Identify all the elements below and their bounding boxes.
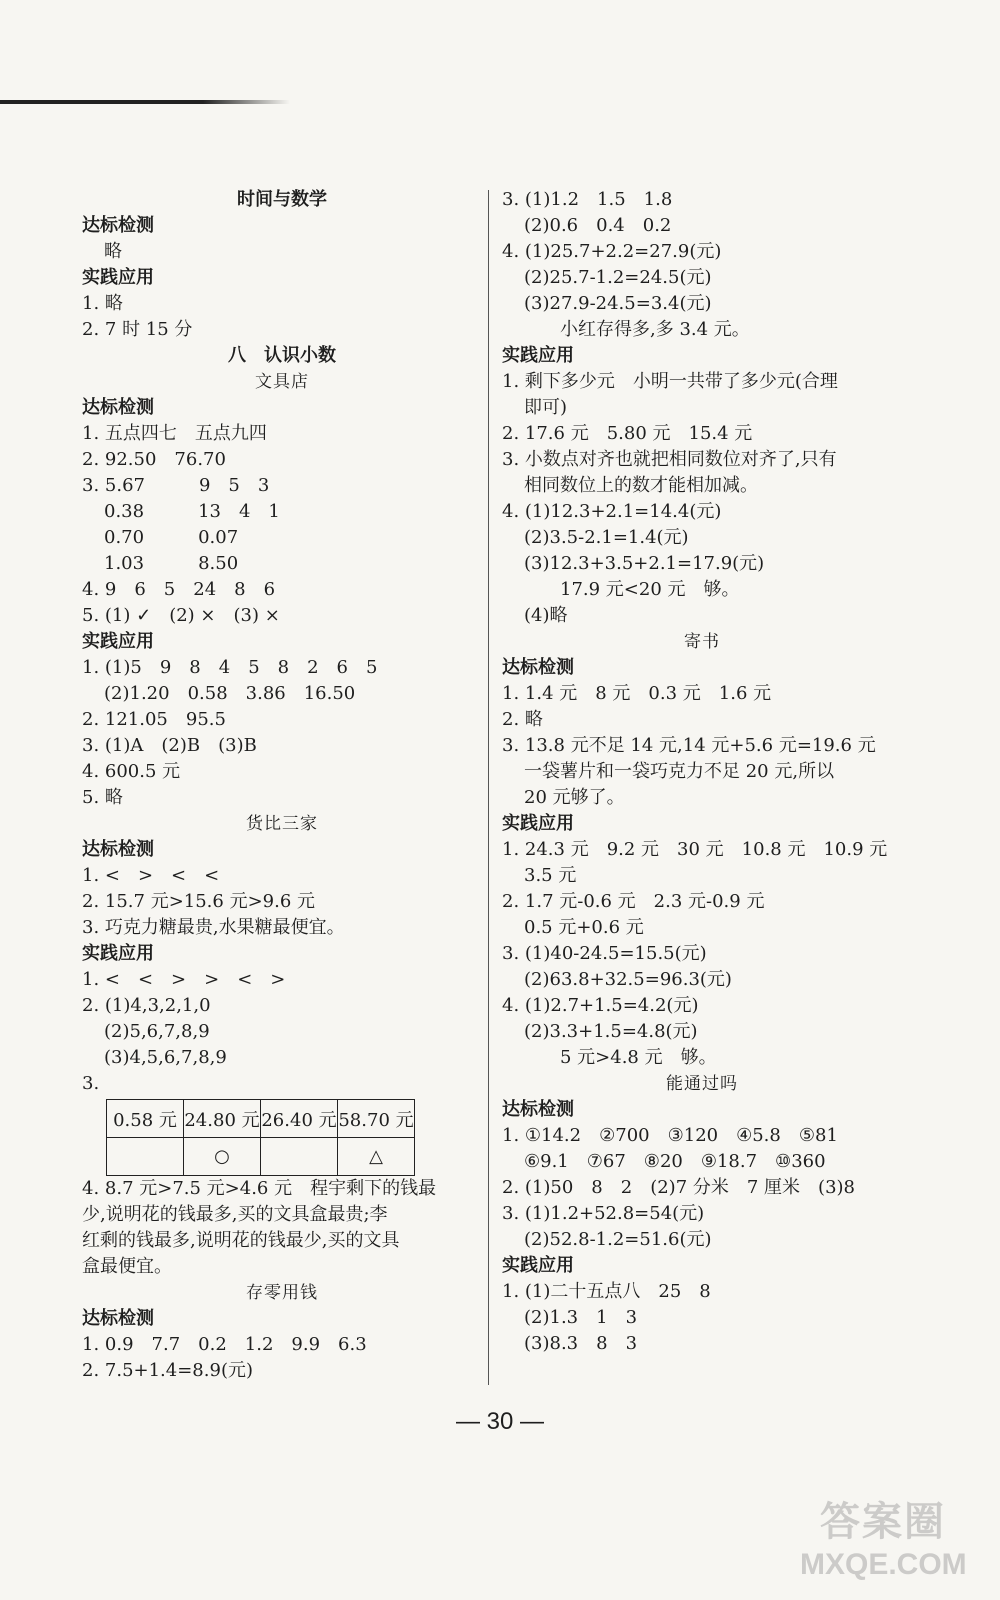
answer-line: 2. (1)50 8 2 (2)7 分米 7 厘米 (3)8: [502, 1177, 855, 1198]
answer-line: 1. 24.3 元 9.2 元 30 元 10.8 元 10.9 元: [502, 839, 888, 860]
answer-line: (2)63.8+32.5=96.3(元): [524, 969, 732, 990]
answer-line: 2. 17.6 元 5.80 元 15.4 元: [502, 423, 753, 444]
answer-line: 1. < > < <: [82, 865, 220, 886]
answer-line: 4. 8.7 元>7.5 元>4.6 元 程宇剩下的钱最: [82, 1178, 437, 1199]
answer-line: 2. 1.7 元-0.6 元 2.3 元-0.9 元: [502, 891, 765, 912]
section-heading: 达标检测: [82, 397, 154, 418]
answer-line: 3. (1)1.2 1.5 1.8: [502, 189, 673, 210]
page-number: — 30 —: [455, 1408, 545, 1435]
mark-cell: [261, 1138, 338, 1176]
answer-line: (4)略: [524, 605, 568, 626]
answer-line: 1. 剩下多少元 小明一共带了多少元(合理: [502, 371, 838, 392]
watermark-logo: 答案圈: [820, 1499, 946, 1545]
answer-line: 0.70 0.07: [104, 527, 239, 548]
answer-line: 3.5 元: [524, 865, 577, 886]
section-heading: 实践应用: [502, 1255, 574, 1276]
answer-line: 1. < < > > < >: [82, 969, 286, 990]
left-column: [82, 187, 482, 1384]
section-heading: 达标检测: [502, 1099, 574, 1120]
answer-line: 0.38 13 4 1: [104, 501, 280, 522]
answer-line: ⑥9.1 ⑦67 ⑧20 ⑨18.7 ⑩360: [524, 1151, 826, 1172]
answer-line: 3. (1)40-24.5=15.5(元): [502, 943, 707, 964]
answer-line: 4. (1)25.7+2.2=27.9(元): [502, 241, 722, 262]
answer-line: 20 元够了。: [524, 787, 625, 808]
answer-line: (2)1.3 1 3: [524, 1307, 638, 1328]
answer-line: 5. 略: [82, 787, 123, 808]
answer-line: 4. (1)2.7+1.5=4.2(元): [502, 995, 699, 1016]
answer-line: 2. 92.50 76.70: [82, 449, 226, 470]
answer-line: 4. (1)12.3+2.1=14.4(元): [502, 501, 722, 522]
answer-line: 3. 巧克力糖最贵,水果糖最便宜。: [82, 917, 345, 938]
chapter-title: 时间与数学: [237, 189, 327, 210]
answer-line: 3.: [82, 1073, 100, 1094]
lesson-title: 文具店: [255, 372, 309, 392]
answer-line: (2)25.7-1.2=24.5(元): [524, 267, 712, 288]
answer-line: 1. ①14.2 ②700 ③120 ④5.8 ⑤81: [502, 1125, 838, 1146]
answer-line: 3. 13.8 元不足 14 元,14 元+5.6 元=19.6 元: [502, 735, 876, 756]
answer-line: 1.03 8.50: [104, 553, 239, 574]
section-heading: 实践应用: [82, 943, 154, 964]
mark-cell-triangle: △: [338, 1138, 415, 1176]
lesson-title: 存零用钱: [246, 1283, 318, 1303]
answer-line: 红剩的钱最多,说明花的钱最少,买的文具: [82, 1230, 400, 1251]
answer-line: 2. 7 时 15 分: [82, 319, 193, 340]
answer-line: (2)0.6 0.4 0.2: [524, 215, 672, 236]
answer-line: 1. (1)5 9 8 4 5 8 2 6 5: [82, 657, 378, 678]
column-divider: [488, 190, 489, 1385]
answer-line: 略: [104, 241, 122, 262]
answer-line: 17.9 元<20 元 够。: [560, 579, 740, 600]
section-heading: 实践应用: [82, 631, 154, 652]
answer-line: 一袋薯片和一袋巧克力不足 20 元,所以: [524, 761, 835, 782]
answer-line: 4. 9 6 5 24 8 6: [82, 579, 276, 600]
price-cell: 24.80 元: [184, 1100, 261, 1138]
section-heading: 达标检测: [82, 215, 154, 236]
mark-cell-circle: ○: [184, 1138, 261, 1176]
answer-line: (2)52.8-1.2=51.6(元): [524, 1229, 712, 1250]
right-column: [502, 187, 902, 1357]
answer-line: 3. (1)1.2+52.8=54(元): [502, 1203, 705, 1224]
lesson-title: 能通过吗: [666, 1074, 738, 1094]
price-table: [106, 1099, 415, 1176]
right-column-lines: [502, 187, 902, 1357]
answer-line: (2)3.3+1.5=4.8(元): [524, 1021, 698, 1042]
answer-line: (3)12.3+3.5+2.1=17.9(元): [524, 553, 765, 574]
answer-line: 5 元>4.8 元 够。: [560, 1047, 717, 1068]
lesson-title: 寄书: [684, 632, 720, 652]
answer-line: 2. 121.05 95.5: [82, 709, 226, 730]
price-cell: 58.70 元: [338, 1100, 415, 1138]
answer-line: (2)5,6,7,8,9: [104, 1021, 210, 1042]
answer-line: 少,说明花的钱最多,买的文具盒最贵;李: [82, 1204, 388, 1225]
answer-line: 0.5 元+0.6 元: [524, 917, 644, 938]
answer-line: 1. 0.9 7.7 0.2 1.2 9.9 6.3: [82, 1334, 367, 1355]
section-heading: 达标检测: [82, 1308, 154, 1329]
answer-line: (3)4,5,6,7,8,9: [104, 1047, 227, 1068]
answer-line: (2)1.20 0.58 3.86 16.50: [104, 683, 356, 704]
section-heading: 实践应用: [502, 345, 574, 366]
answer-line: 2. 7.5+1.4=8.9(元): [82, 1360, 253, 1381]
section-heading: 实践应用: [82, 267, 154, 288]
answer-line: 1. (1)二十五点八 25 8: [502, 1281, 711, 1302]
answer-line: 3. 小数点对齐也就把相同数位对齐了,只有: [502, 449, 837, 470]
answer-line: (3)27.9-24.5=3.4(元): [524, 293, 712, 314]
answer-line: (2)3.5-2.1=1.4(元): [524, 527, 689, 548]
answer-line: 5. (1) ✓ (2) × (3) ×: [82, 605, 280, 626]
chapter-title: 八 认识小数: [228, 345, 336, 366]
answer-line: 即可): [524, 397, 568, 418]
price-table-wrapper: [82, 1097, 482, 1176]
section-heading: 达标检测: [82, 839, 154, 860]
answer-line: 2. 略: [502, 709, 543, 730]
section-heading: 达标检测: [502, 657, 574, 678]
answer-line: (3)8.3 8 3: [524, 1333, 638, 1354]
price-cell: 0.58 元: [107, 1100, 184, 1138]
top-rule: [0, 100, 290, 104]
price-table-mark-row: [107, 1138, 415, 1176]
answer-line: 1. 五点四七 五点九四: [82, 423, 267, 444]
answer-line: 相同数位上的数才能相加减。: [524, 475, 758, 496]
answer-line: 小红存得多,多 3.4 元。: [560, 319, 750, 340]
answer-line: 2. 15.7 元>15.6 元>9.6 元: [82, 891, 316, 912]
price-cell: 26.40 元: [261, 1100, 338, 1138]
answer-line: 3. (1)A (2)B (3)B: [82, 735, 257, 756]
left-column-lines-after-table: [82, 1176, 482, 1384]
lesson-title: 货比三家: [246, 814, 318, 834]
watermark-url: MXQE.COM: [800, 1548, 967, 1581]
answer-line: 盒最便宜。: [82, 1256, 172, 1277]
answer-line: 3. 5.67 9 5 3: [82, 475, 270, 496]
mark-cell: [107, 1138, 184, 1176]
left-column-lines: [82, 187, 482, 1097]
answer-line: 2. (1)4,3,2,1,0: [82, 995, 211, 1016]
answer-line: 1. 1.4 元 8 元 0.3 元 1.6 元: [502, 683, 772, 704]
price-table-header-row: [107, 1100, 415, 1138]
section-heading: 实践应用: [502, 813, 574, 834]
answer-line: 4. 600.5 元: [82, 761, 181, 782]
answer-line: 1. 略: [82, 293, 123, 314]
